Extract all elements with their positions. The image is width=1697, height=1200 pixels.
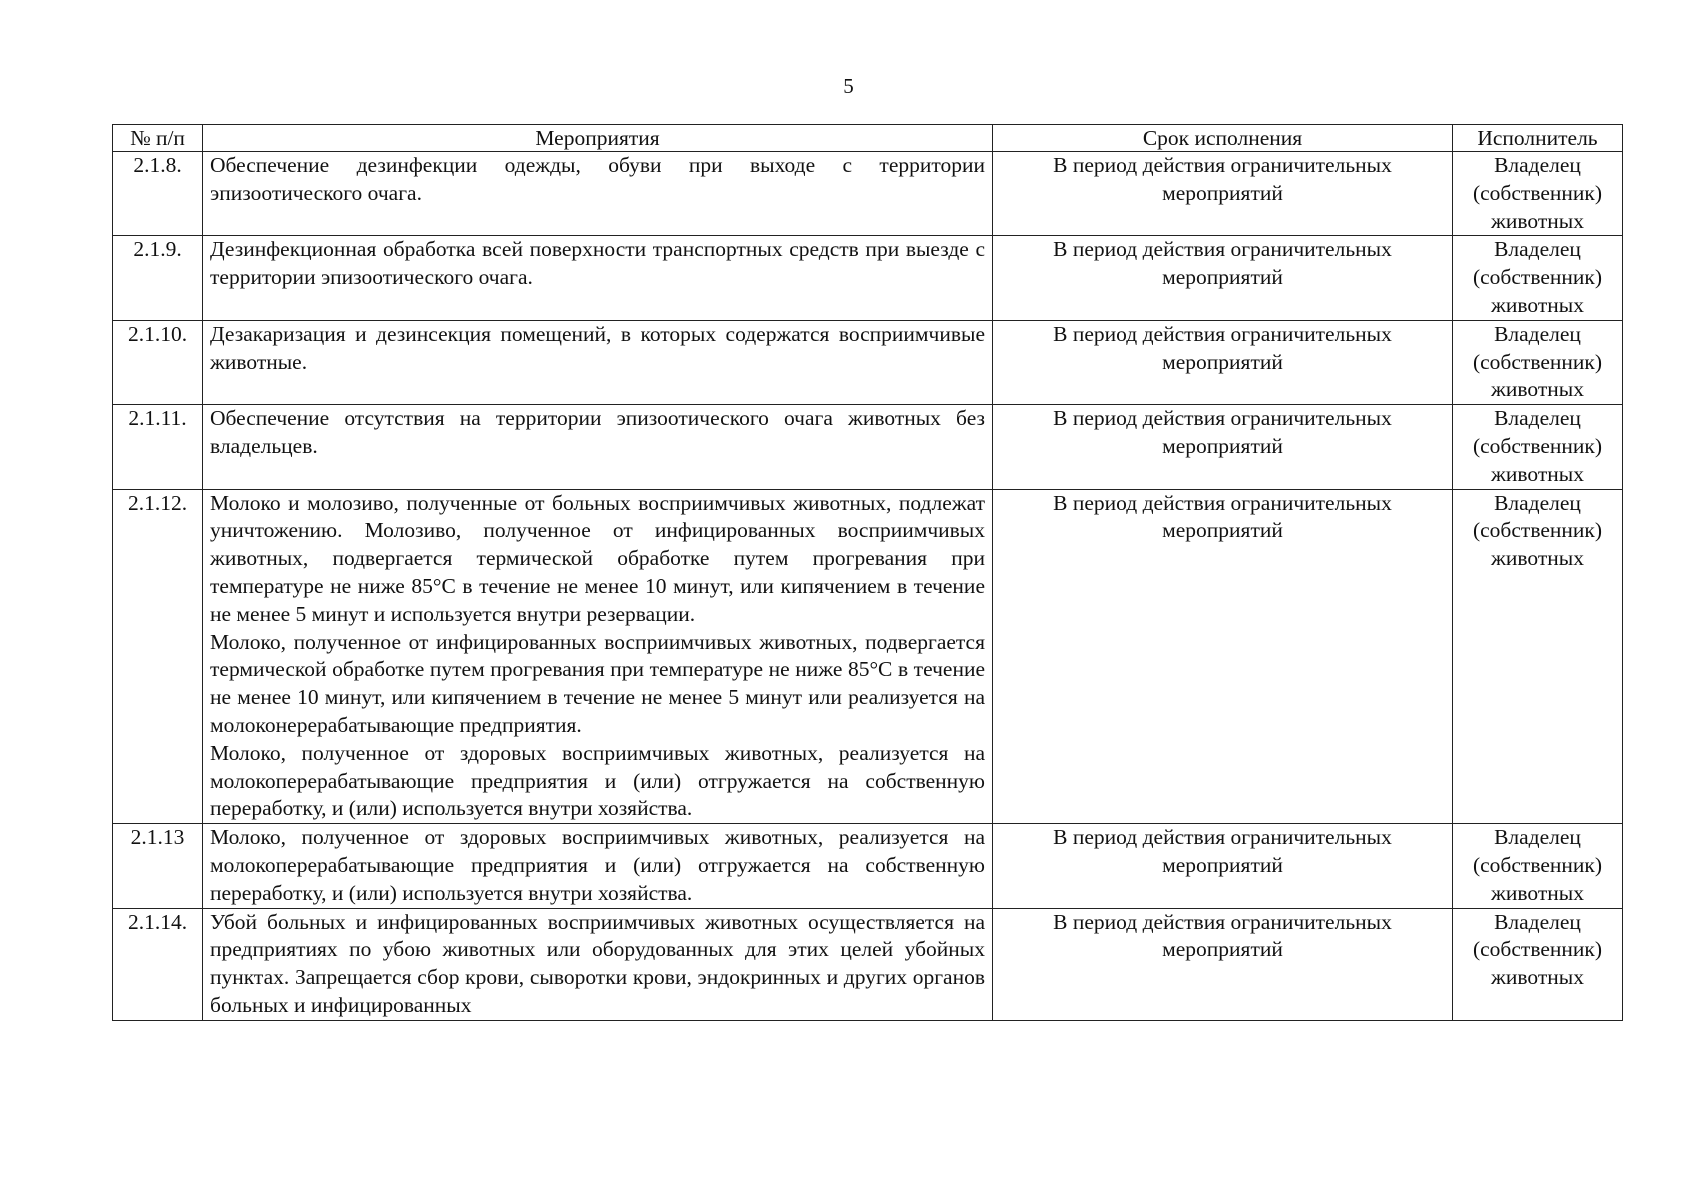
executor-line: (собственник): [1472, 265, 1603, 290]
deadline-line: В период действия ограничительных: [1053, 825, 1392, 850]
header-activity: Мероприятия: [203, 125, 993, 152]
activity-cell: [203, 152, 993, 236]
executor-line: (собственник): [1472, 433, 1603, 458]
activity-cell: [203, 405, 993, 489]
table-row: [113, 824, 1623, 908]
deadline-line: В период действия ограничительных: [1053, 490, 1392, 515]
executor-line: (собственник): [1472, 180, 1603, 205]
activity-cell: [203, 489, 993, 824]
deadline-cell: [993, 489, 1453, 824]
row-number: 2.1.10.: [113, 320, 203, 404]
deadline-line: В период действия ограничительных: [1053, 321, 1392, 346]
deadline-cell: [993, 405, 1453, 489]
executor-line: (собственник): [1472, 852, 1603, 877]
deadline-line: мероприятий: [1162, 349, 1283, 374]
deadline-line: мероприятий: [1162, 852, 1283, 877]
executor-line: Владелец: [1494, 909, 1581, 934]
deadline-line: мероприятий: [1162, 937, 1283, 962]
row-number: 2.1.11.: [113, 405, 203, 489]
deadline-cell: [993, 824, 1453, 908]
executor-line: Владелец: [1494, 825, 1581, 850]
activity-cell: [203, 908, 993, 1020]
table-row: [113, 405, 1623, 489]
activity-cell: [203, 320, 993, 404]
activity-paragraph: Обеспечение отсутствия на территории эпизоотического очага животных без владельцев.: [210, 406, 985, 458]
deadline-line: В период действия ограничительных: [1053, 153, 1392, 177]
executor-line: животных: [1491, 546, 1584, 571]
activity-cell: [203, 824, 993, 908]
executor-line: Владелец: [1494, 406, 1581, 431]
activity-paragraph: Молоко, полученное от здоровых восприимчивых животных, реализуется на молокоперерабатывающие предприятия и (или) отгружается на собственную переработку, и (или) используется внутри хозяйства.: [210, 740, 985, 821]
row-number: 2.1.12.: [113, 489, 203, 824]
executor-line: Владелец: [1494, 490, 1581, 515]
row-number: 2.1.8.: [113, 152, 203, 236]
executor-line: (собственник): [1472, 937, 1603, 962]
table-row: [113, 236, 1623, 320]
table-row: [113, 152, 1623, 236]
activity-paragraph: Молоко и молозиво, полученные от больных восприимчивых животных, подлежат уничтожению. Молозиво, полученное от инфицированных восприимчивых животных, подвергается термической обработке путем прогревания при температуре не ниже 85°С в течение не менее 10 минут, или кипячением в течение не менее 5 минут и используется внутри резервации.: [210, 490, 985, 626]
activity-paragraph: Дезинфекционная обработка всей поверхности транспортных средств при выезде с территории эпизоотического очага.: [210, 237, 985, 290]
table-row: [113, 489, 1623, 824]
deadline-line: мероприятий: [1162, 433, 1283, 458]
executor-line: животных: [1491, 377, 1584, 402]
header-executor: Исполнитель: [1453, 125, 1623, 152]
executor-cell: [1453, 152, 1623, 236]
row-number: 2.1.13: [113, 824, 203, 908]
executor-line: Владелец: [1494, 237, 1581, 262]
executor-cell: [1453, 489, 1623, 824]
executor-line: животных: [1491, 208, 1584, 233]
deadline-line: мероприятий: [1162, 180, 1283, 205]
activities-table: [112, 124, 1623, 1021]
executor-cell: [1453, 405, 1623, 489]
deadline-cell: [993, 236, 1453, 320]
activity-paragraph: Обеспечение дезинфекции одежды, обуви при выходе с территории эпизоотического очага.: [210, 153, 985, 205]
table-row: [113, 908, 1623, 1020]
executor-cell: [1453, 236, 1623, 320]
deadline-cell: [993, 320, 1453, 404]
executor-line: (собственник): [1472, 349, 1603, 374]
deadline-line: мероприятий: [1162, 265, 1283, 290]
executor-cell: [1453, 908, 1623, 1020]
row-number: 2.1.9.: [113, 236, 203, 320]
header-number: № п/п: [113, 125, 203, 152]
executor-cell: [1453, 320, 1623, 404]
header-deadline: Срок исполнения: [993, 125, 1453, 152]
table-header-row: [113, 125, 1623, 152]
executor-line: животных: [1491, 461, 1584, 486]
executor-line: Владелец: [1494, 321, 1581, 346]
executor-line: животных: [1491, 965, 1584, 990]
executor-line: (собственник): [1472, 518, 1603, 543]
deadline-line: В период действия ограничительных: [1053, 909, 1392, 934]
activity-paragraph: Молоко, полученное от инфицированных восприимчивых животных, подвергается термической обработке путем прогревания при температуре не ниже 85°С в течение не менее 10 минут, или кипячением в течение не менее 5 минут или реализуется на молоконерерабатывающие предприятия.: [210, 629, 985, 737]
deadline-line: В период действия ограничительных: [1053, 406, 1392, 431]
row-number: 2.1.14.: [113, 908, 203, 1020]
deadline-cell: [993, 908, 1453, 1020]
executor-line: Владелец: [1494, 153, 1581, 177]
table-row: [113, 320, 1623, 404]
executor-cell: [1453, 824, 1623, 908]
page-number: 5: [843, 74, 854, 98]
activity-paragraph: Молоко, полученное от здоровых восприимчивых животных, реализуется на молокоперерабатывающие предприятия и (или) отгружается на собственную переработку, и (или) используется внутри хозяйства.: [210, 825, 985, 905]
executor-line: животных: [1491, 880, 1584, 905]
executor-line: животных: [1491, 292, 1584, 317]
activity-paragraph: Убой больных и инфицированных восприимчивых животных осуществляется на предприятиях по убою животных или оборудованных для этих целей убойных пунктах. Запрещается сбор крови, сыворотки крови, эндокринных и других органов больных и инфицированных: [210, 909, 985, 1017]
activity-cell: [203, 236, 993, 320]
deadline-cell: [993, 152, 1453, 236]
deadline-line: мероприятий: [1162, 518, 1283, 543]
activity-paragraph: Дезакаризация и дезинсекция помещений, в которых содержатся восприимчивые животные.: [210, 321, 985, 374]
deadline-line: В период действия ограничительных: [1053, 237, 1392, 262]
